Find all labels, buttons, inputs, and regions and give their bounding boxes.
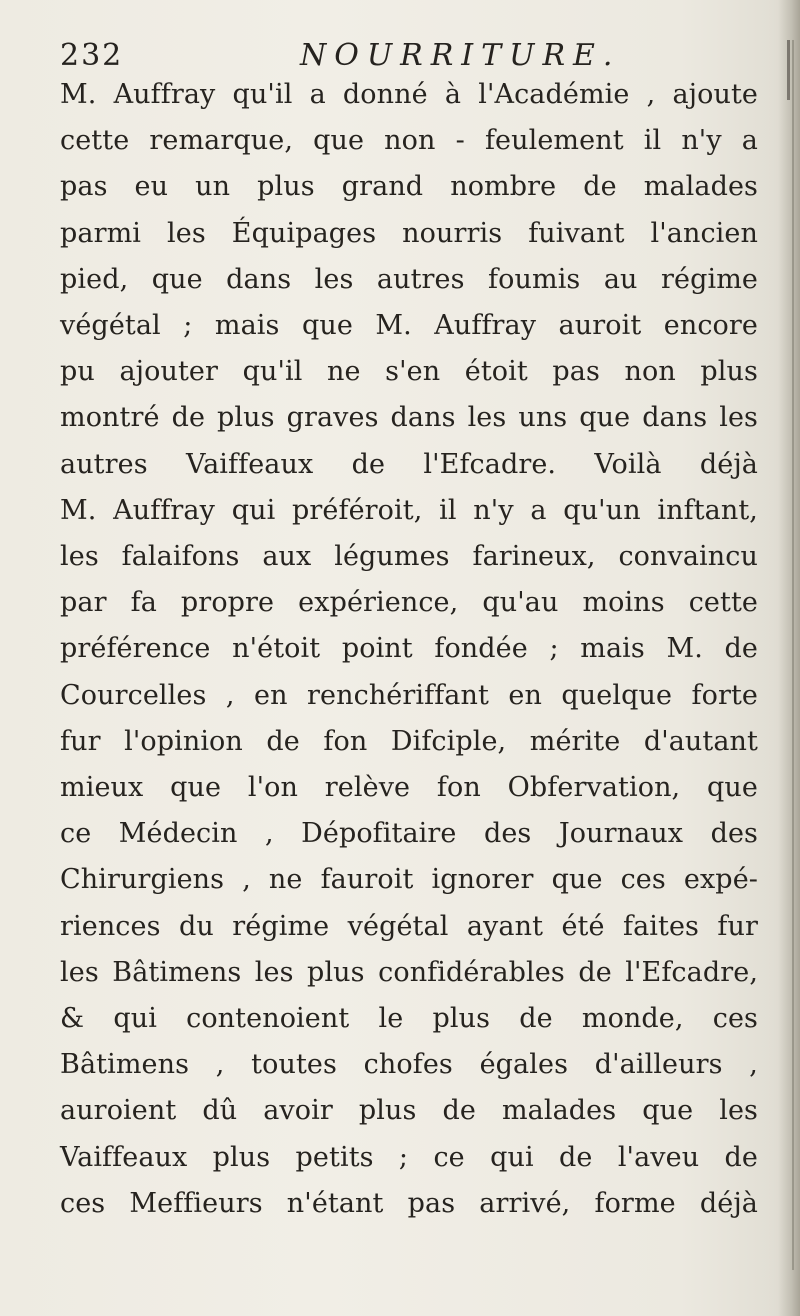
text-line: végétal ; mais que M. Auffray auroit encore xyxy=(60,310,758,342)
text-line: mieux que l'on relève fon Obfervation, que xyxy=(60,772,758,804)
page-edge-shadow xyxy=(778,0,800,1316)
text-line: Vaiffeaux plus petits ; ce qui de l'aveu de xyxy=(60,1141,758,1173)
text-line: autres Vaiffeaux de l'Efcadre. Voilà déjà xyxy=(60,448,758,480)
text-line: auroient dû avoir plus de malades que les xyxy=(60,1095,758,1127)
text-line: Chirurgiens , ne fauroit ignorer que ces expé- xyxy=(60,864,758,896)
text-line: Courcelles , en renchériffant en quelque forte xyxy=(60,679,758,711)
text-line: par fa propre expérience, qu'au moins cette xyxy=(60,587,758,619)
page-edge-mark xyxy=(787,40,790,100)
text-line: montré de plus graves dans les uns que dans les xyxy=(60,402,758,434)
text-line: pu ajouter qu'il ne s'en étoit pas non plus xyxy=(60,356,758,388)
text-line: M. Auffray qui préféroit, il n'y a qu'un inftant, xyxy=(60,494,758,526)
text-line: Bâtimens , toutes chofes égales d'ailleurs , xyxy=(60,1049,758,1081)
page-edge-line xyxy=(792,40,794,1270)
body-text xyxy=(60,72,758,1227)
text-line: M. Auffray qu'il a donné à l'Académie , ajoute xyxy=(60,79,758,110)
text-line: pied, que dans les autres foumis au régime xyxy=(60,263,758,295)
text-line: riences du régime végétal ayant été faites fur xyxy=(60,910,758,942)
text-line: les Bâtimens les plus confidérables de l'Efcadre, xyxy=(60,956,758,988)
text-line: les falaifons aux légumes farineux, convaincu xyxy=(60,541,758,573)
text-line: préférence n'étoit point fondée ; mais M. de xyxy=(60,633,758,665)
text-line: cette remarque, que non - feulement il n'y a xyxy=(60,125,758,157)
text-line: ces Meffieurs n'étant pas arrivé, forme déjà xyxy=(60,1187,758,1219)
text-line: & qui contenoient le plus de monde, ces xyxy=(60,1003,758,1035)
text-line: fur l'opinion de fon Difciple, mérite d'autant xyxy=(60,725,758,757)
text-line: parmi les Équipages nourris fuivant l'ancien xyxy=(60,217,758,249)
text-line: pas eu un plus grand nombre de malades xyxy=(60,171,758,203)
text-line: ce Médecin , Dépofitaire des Journaux des xyxy=(60,818,758,850)
page-number: 232 xyxy=(60,38,124,73)
running-title: NOURRITURE. xyxy=(300,38,621,73)
